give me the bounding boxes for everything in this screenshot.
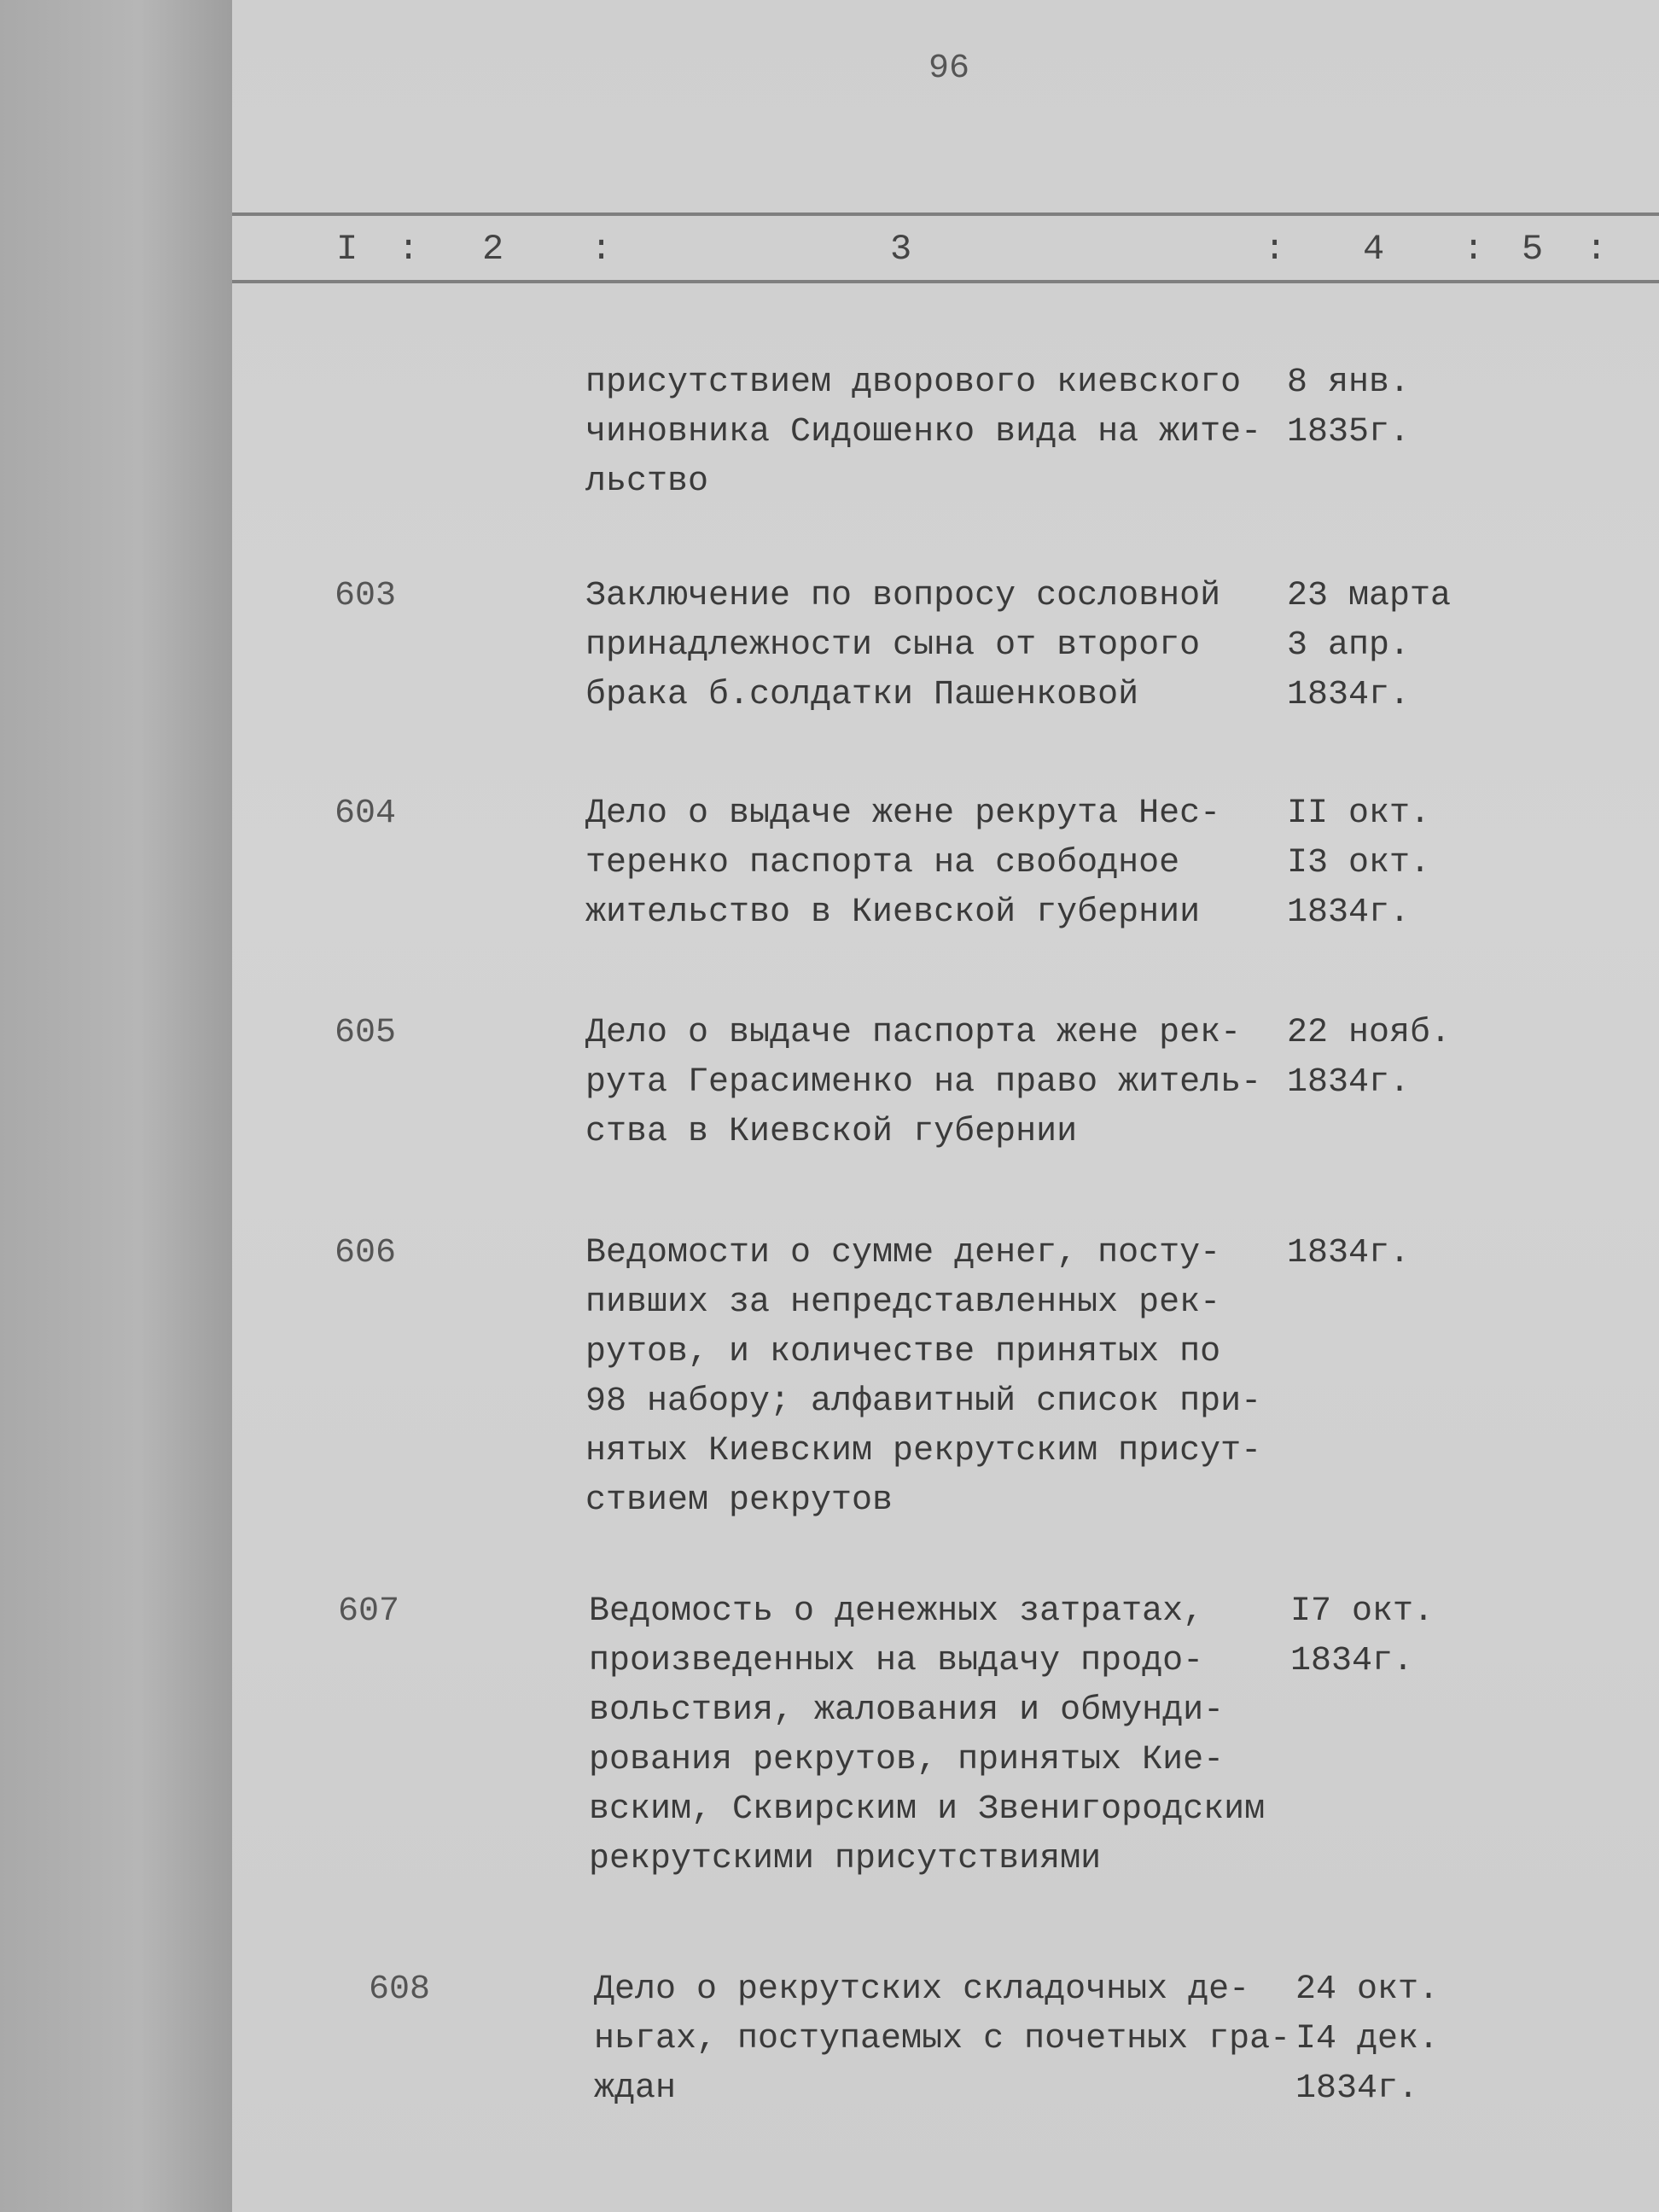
entry-description <box>585 1229 1261 1526</box>
description-line: чиновника Сидошенко вида на жите- <box>585 413 1262 451</box>
description-line: нятых Киевским рекрутским присут- <box>585 1432 1262 1470</box>
description-line: вольствия, жалования и обмунди- <box>589 1691 1225 1730</box>
description-line: Дело о выдаче паспорта жене рек- <box>585 1014 1242 1052</box>
date-line: 22 нояб. <box>1287 1014 1452 1052</box>
entry-dates <box>1295 1965 1439 2114</box>
date-line: 23 марта <box>1287 577 1452 615</box>
entry-dates <box>1287 572 1451 720</box>
date-line: I7 окт. <box>1290 1592 1435 1631</box>
entry-number: 608 <box>369 1970 431 2009</box>
date-line: 1834г. <box>1287 894 1411 932</box>
entry-description <box>585 1009 1261 1157</box>
description-line: принадлежности сына от второго <box>585 626 1201 665</box>
description-line: рутов, и количестве принятых по <box>585 1333 1221 1371</box>
date-line: 1834г. <box>1295 2069 1419 2108</box>
date-line: 1834г. <box>1287 1234 1411 1272</box>
adjacent-page-edge <box>0 0 232 2212</box>
date-line: I3 окт. <box>1287 844 1431 882</box>
col-separator: : <box>398 229 420 270</box>
description-line: брака б.солдатки Пашенковой <box>585 676 1139 714</box>
date-line: I4 дек. <box>1295 2020 1440 2058</box>
description-line: произведенных на выдачу продо- <box>589 1642 1204 1680</box>
description-line: ствием рекрутов <box>585 1481 894 1520</box>
description-line: ньгах, поступаемых с почетных гра- <box>594 2020 1291 2058</box>
description-line: Дело о рекрутских складочных де- <box>594 1970 1250 2009</box>
col-header-5: 5 <box>1522 229 1544 270</box>
page-number: 96 <box>928 49 970 88</box>
description-line: рута Герасименко на право житель- <box>585 1063 1262 1102</box>
date-line: II окт. <box>1287 795 1431 833</box>
description-line: ждан <box>594 2069 677 2108</box>
description-line: Ведомости о сумме денег, посту- <box>585 1234 1221 1272</box>
entry-number: 603 <box>335 577 397 615</box>
col-header-1: I <box>336 229 358 270</box>
description-line: жительство в Киевской губернии <box>585 894 1201 932</box>
date-line: 1835г. <box>1287 413 1411 451</box>
entry-dates <box>1287 358 1410 457</box>
date-line: 1834г. <box>1287 676 1411 714</box>
description-line: присутствием дворового киевского <box>585 364 1242 402</box>
entry-dates <box>1287 1009 1451 1108</box>
entry-dates <box>1290 1587 1434 1686</box>
entry-number: 606 <box>335 1234 397 1272</box>
description-line: рования рекрутов, принятых Кие- <box>589 1741 1225 1779</box>
entry-description <box>585 572 1220 720</box>
description-line: Дело о выдаче жене рекрута Нес- <box>585 795 1221 833</box>
description-line: вским, Сквирским и Звенигородским <box>589 1790 1266 1829</box>
date-line: 1834г. <box>1290 1642 1414 1680</box>
header-bottom-rule <box>232 280 1659 283</box>
entry-number: 604 <box>335 795 397 833</box>
col-header-2: 2 <box>482 229 504 270</box>
date-line: 24 окт. <box>1295 1970 1440 2009</box>
description-line: 98 набору; алфавитный список при- <box>585 1382 1262 1421</box>
description-line: ства в Киевской губернии <box>585 1113 1078 1151</box>
col-separator: : <box>1463 229 1485 270</box>
date-line: 8 янв. <box>1287 364 1411 402</box>
col-header-3: 3 <box>890 229 912 270</box>
entry-description <box>594 1965 1290 2114</box>
description-line: пивших за непредставленных рек- <box>585 1284 1221 1322</box>
entry-number: 605 <box>335 1014 397 1052</box>
header-top-rule <box>232 212 1659 216</box>
col-separator: : <box>1586 229 1608 270</box>
description-line: теренко паспорта на свободное <box>585 844 1180 882</box>
col-header-4: 4 <box>1363 229 1385 270</box>
description-line: Ведомость о денежных затратах, <box>589 1592 1204 1631</box>
description-line: льство <box>585 463 709 501</box>
col-separator: : <box>1264 229 1286 270</box>
entry-dates <box>1287 1229 1410 1278</box>
date-line: 1834г. <box>1287 1063 1411 1102</box>
entry-description <box>585 789 1220 938</box>
entry-description <box>585 358 1261 507</box>
entry-description <box>589 1587 1265 1884</box>
description-line: Заключение по вопросу сословной <box>585 577 1221 615</box>
entry-dates <box>1287 789 1430 938</box>
entry-number: 607 <box>338 1592 400 1631</box>
col-separator: : <box>591 229 613 270</box>
description-line: рекрутскими присутствиями <box>589 1840 1102 1878</box>
date-line: 3 апр. <box>1287 626 1411 665</box>
